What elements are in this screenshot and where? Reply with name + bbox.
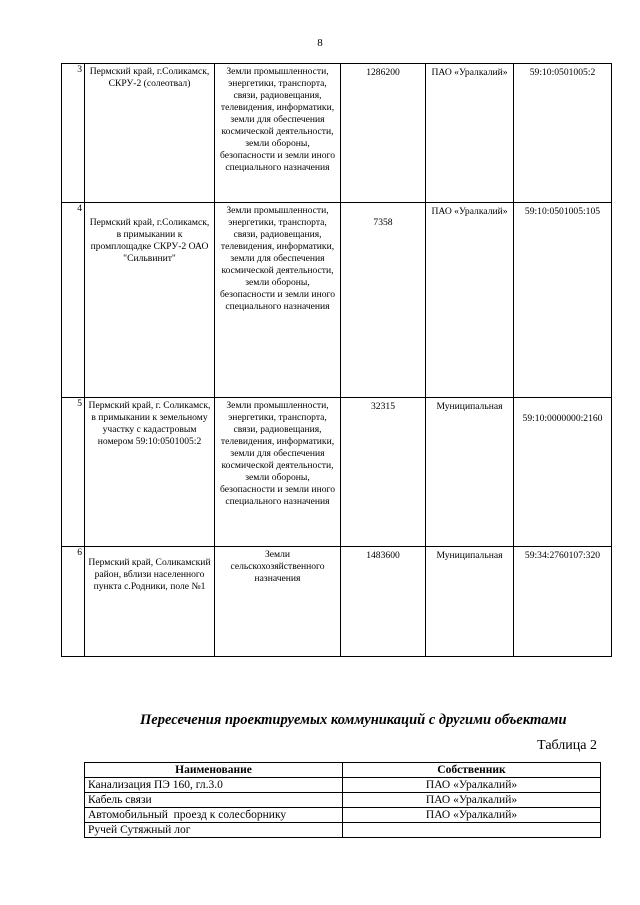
location-cell: Пермский край, г.Соликамск, в примыкании к промплощадке СКРУ-2 ОАО "Сильвинит" [85,203,215,398]
location-cell: Пермский край, г.Соликамск, СКРУ-2 (солеотвал) [85,64,215,203]
table-row [62,64,612,203]
page-number: 8 [317,37,323,49]
row-number: 3 [62,64,85,203]
object-name-cell: Ручей Сутяжный лог [85,823,343,838]
object-name-cell: Канализация ПЭ 160, гл.3.0 [85,778,343,793]
row-number: 6 [62,547,85,657]
cadastral-number-cell: 59:10:0501005:105 [514,203,612,398]
cadastral-number-cell: 59:34:2760107:320 [514,547,612,657]
land-parcels-table [61,63,612,657]
land-category-cell: Земли сельскохозяйственного назначения [215,547,341,657]
owner-cell: ПАО «Уралкалий» [426,64,514,203]
location-cell: Пермский край, г. Соликамск, в примыкании к земельному участку с кадастровым номером 59:10:0501005:2 [85,398,215,547]
table-header-row [85,763,601,778]
crossings-table [84,762,601,838]
area-cell: 1286200 [341,64,426,203]
row-number: 5 [62,398,85,547]
owner-column-header: Собственник [343,763,601,778]
owner-cell: Муниципальная [426,398,514,547]
object-owner-cell: ПАО «Уралкалий» [343,793,601,808]
table-row [85,778,601,793]
table-row [85,793,601,808]
table-caption: Таблица 2 [537,738,597,753]
area-cell: 32315 [341,398,426,547]
area-cell: 1483600 [341,547,426,657]
table-row [62,398,612,547]
object-name-cell: Кабель связи [85,793,343,808]
name-column-header: Наименование [85,763,343,778]
table-row [85,808,601,823]
row-number: 4 [62,203,85,398]
section-title: Пересечения проектируемых коммуникаций с другими объектами [140,712,567,728]
land-category-cell: Земли промышленности, энергетики, транспорта, связи, радиовещания, телевидения, информатики, земли для обеспечения космической деятельности, земли обороны, безопасности и земли иного специального назначения [215,64,341,203]
area-cell: 7358 [341,203,426,398]
owner-cell: Муниципальная [426,547,514,657]
cadastral-number-cell: 59:10:0501005:2 [514,64,612,203]
object-owner-cell [343,823,601,838]
owner-cell: ПАО «Уралкалий» [426,203,514,398]
object-owner-cell: ПАО «Уралкалий» [343,778,601,793]
land-category-cell: Земли промышленности, энергетики, транспорта, связи, радиовещания, телевидения, информатики, земли для обеспечения космической деятельности, земли обороны, безопасности и земли иного специального назначения [215,203,341,398]
table-row [85,823,601,838]
table-row [62,203,612,398]
land-category-cell: Земли промышленности, энергетики, транспорта, связи, радиовещания, телевидения, информатики, земли для обеспечения космической деятельности, земли обороны, безопасности и земли иного специального назначения [215,398,341,547]
table-row [62,547,612,657]
object-owner-cell: ПАО «Уралкалий» [343,808,601,823]
cadastral-number-cell: 59:10:0000000:2160 [514,398,612,547]
location-cell: Пермский край, Соликамский район, вблизи населенного пункта с.Родники, поле №1 [85,547,215,657]
object-name-cell: Автомобильный проезд к солесборнику [85,808,343,823]
